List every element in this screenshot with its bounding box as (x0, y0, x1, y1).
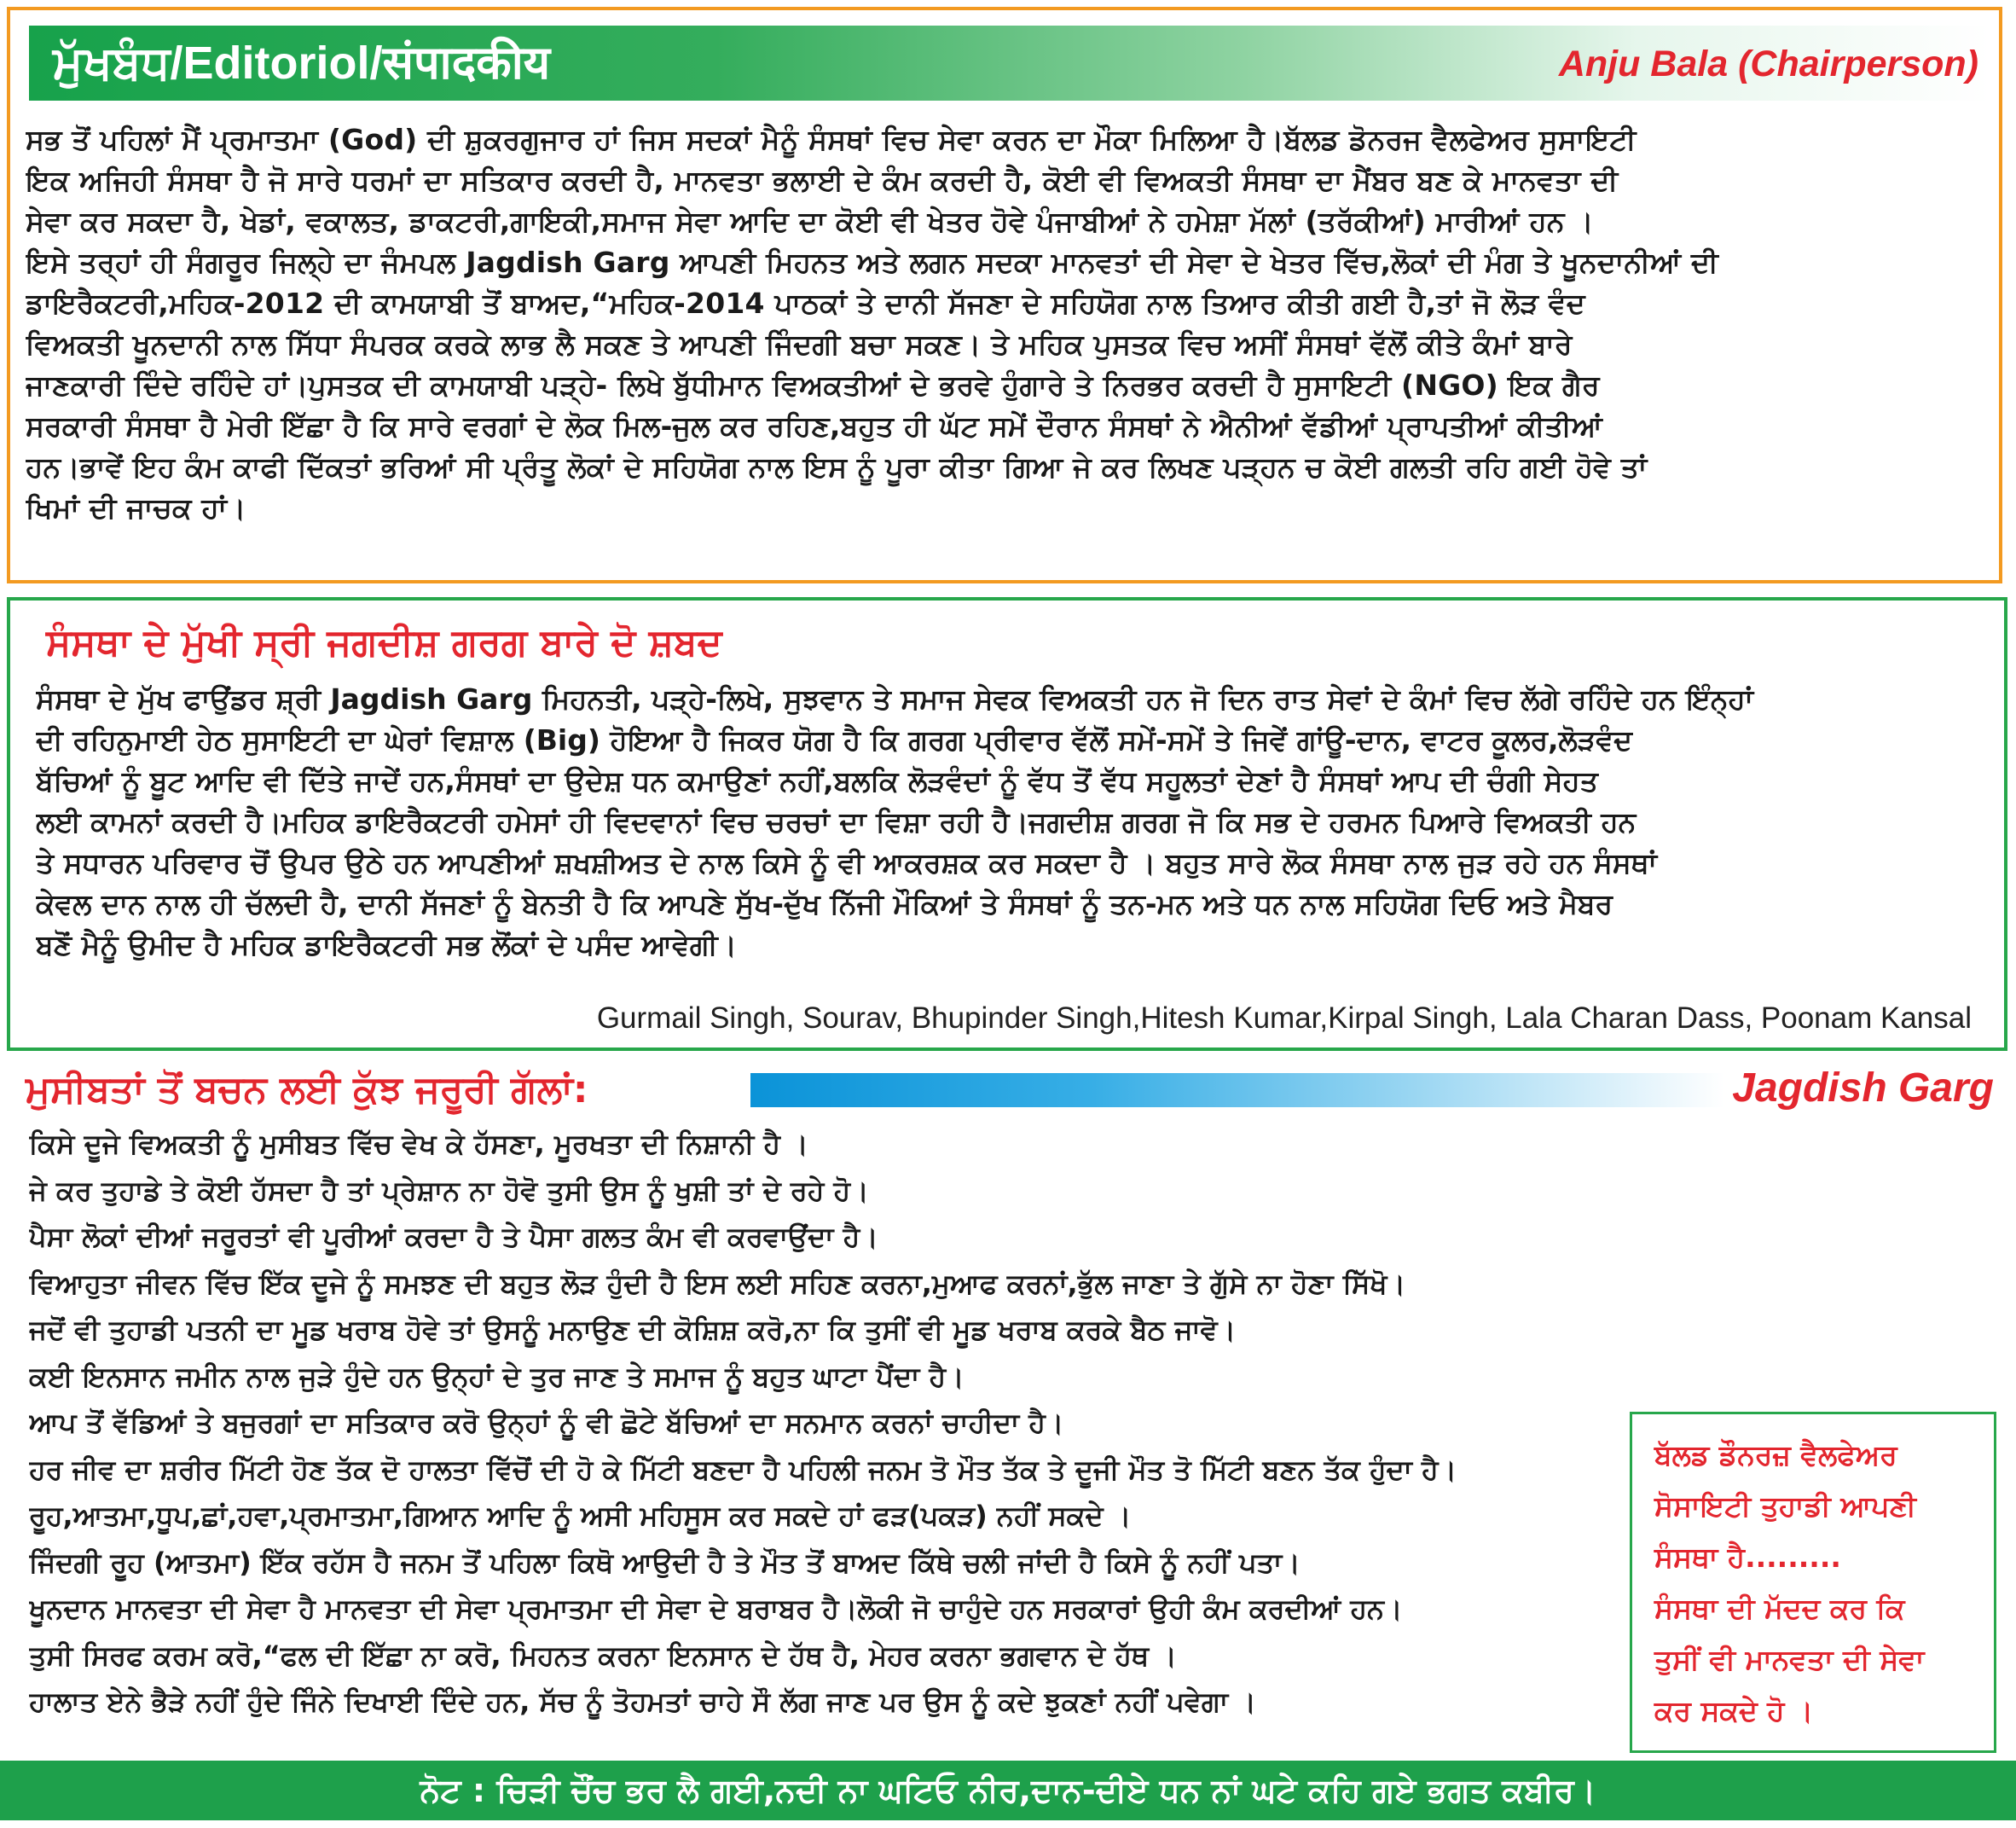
tip-item: ਜਿੰਦਗੀ ਰੂਹ (ਆਤਮਾ) ਇੱਕ ਰਹੱਸ ਹੈ ਜਨਮ ਤੋਂ ਪਹਿਲਾ ਕਿਥੋ ਆਉਦੀ ਹੈ ਤੇ ਮੌਤ ਤੋਂ ਬਾਅਦ ਕਿੱਥੇ ਚਲੀ ਜਾਂਦੀ ਹੈ ਕਿਸੇ ਨੂੰ ਨਹੀਂ ਪਤਾ। (29, 1546, 1301, 1579)
tip-item: ਹਰ ਜੀਵ ਦਾ ਸ਼ਰੀਰ ਮਿੱਟੀ ਹੋਣ ਤੱਕ ਦੋ ਹਾਲਤਾ ਵਿੱਚੋਂ ਦੀ ਹੋ ਕੇ ਮਿੱਟੀ ਬਣਦਾ ਹੈ ਪਹਿਲੀ ਜਨਮ ਤੋ ਮੌਤ ਤੱਕ ਤੇ ਦੂਜੀ ਮੌਤ ਤੋ ਮਿੱਟੀ ਬਣਨ ਤੱਕ ਹੁੰਦਾ ਹੈ। (29, 1453, 1457, 1486)
editorial-title: ਮੁੱਖਬੰਧ/Editoriol/संपादकीय (53, 38, 551, 89)
about-line: ਬੱਚਿਆਂ ਨੂੰ ਬੂਟ ਆਦਿ ਵੀ ਦਿੱਤੇ ਜਾਦੇਂ ਹਨ,ਸੰਸਥਾਂ ਦਾ ਉਦੇਸ਼ ਧਨ ਕਮਾਉਣਾਂ ਨਹੀਂ,ਬਲਕਿ ਲੋੜਵੰਦਾਂ ਨੂੰ ਵੱਧ ਤੋਂ ਵੱਧ ਸਹੂਲਤਾਂ ਦੇਣਾਂ ਹੈ ਸੰਸਥਾਂ ਆਪ ਦੀ ਚੰਗੀ ਸੇਹਤ (36, 764, 1598, 798)
society-message-line: ਸੰਸਥਾ ਦੀ ਮੱਦਦ ਕਰ ਕਿ (1654, 1592, 1905, 1625)
about-line: ਕੇਵਲ ਦਾਨ ਨਾਲ ਹੀ ਚੱਲਦੀ ਹੈ, ਦਾਨੀ ਸੱਜਣਾਂ ਨੂੰ ਬੇਨਤੀ ਹੈ ਕਿ ਆਪਣੇ ਸੁੱਖ-ਦੁੱਖ ਨਿੱਜੀ ਮੌਕਿਆਂ ਤੇ ਸੰਸਥਾਂ ਨੂੰ ਤਨ-ਮਨ ਅਤੇ ਧਨ ਨਾਲ ਸਹਿਯੋਗ ਦਿਓ ਅਤੇ ਮੈਬਰ (36, 887, 1613, 920)
about-founder-title: ਸੰਸਥਾ ਦੇ ਮੁੱਖੀ ਸ੍ਰੀ ਜਗਦੀਸ਼ ਗਰਗ ਬਾਰੇ ਦੋ ਸ਼ਬਦ (46, 621, 722, 664)
society-message-line: ਸੋਸਾਇਟੀ ਤੁਹਾਡੀ ਆਪਣੀ (1654, 1489, 1916, 1523)
tip-item: ਰੂਹ,ਆਤਮਾ,ਧੂਪ,ਛਾਂ,ਹਵਾ,ਪ੍ਰਮਾਤਮਾ,ਗਿਆਨ ਆਦਿ ਨੂੰ ਅਸੀ ਮਹਿਸੂਸ ਕਰ ਸਕਦੇ ਹਾਂ ਫੜ(ਪਕੜ) ਨਹੀਂ ਸਕਦੇ । (29, 1500, 1132, 1532)
tip-item: ਪੈਸਾ ਲੋਕਾਂ ਦੀਆਂ ਜਰੂਰਤਾਂ ਵੀ ਪੂਰੀਆਂ ਕਰਦਾ ਹੈ ਤੇ ਪੈਸਾ ਗਲਤ ਕੰਮ ਵੀ ਕਰਵਾਉਂਦਾ ਹੈ। (29, 1221, 878, 1253)
society-message-line: ਕਰ ਸਕਦੇ ਹੋ । (1654, 1694, 1814, 1727)
editorial-line: ਹਨ।ਭਾਵੇਂ ਇਹ ਕੰਮ ਕਾਫੀ ਦਿੱਕਤਾਂ ਭਰਿਆਂ ਸੀ ਪ੍ਰੰਤੂ ਲੋਕਾਂ ਦੇ ਸਹਿਯੋਗ ਨਾਲ ਇਸ ਨੂੰ ਪੂਰਾ ਕੀਤਾ ਗਿਆ ਜੇ ਕਰ ਲਿਖਣ ਪੜ੍ਹਨ ਚ ਕੋਈ ਗਲਤੀ ਰਹਿ ਗਈ ਹੋਵੇ ਤਾਂ (26, 450, 1648, 484)
society-message-line: ਸੰਸਥਾ ਹੈ......... (1654, 1541, 1841, 1574)
tip-item: ਹਾਲਾਤ ਏਨੇ ਭੈੜੇ ਨਹੀਂ ਹੁੰਦੇ ਜਿੰਨੇ ਦਿਖਾਈ ਦਿੰਦੇ ਹਨ, ਸੱਚ ਨੂੰ ਤੋਹਮਤਾਂ ਚਾਹੇ ਸੌ ਲੱਗ ਜਾਣ ਪਰ ਉਸ ਨੂੰ ਕਦੇ ਝੁਕਣਾਂ ਨਹੀਂ ਪਵੇਗਾ । (29, 1686, 1256, 1718)
tips-author: Jagdish Garg (1732, 1065, 1994, 1111)
editorial-line: ਸਰਕਾਰੀ ਸੰਸਥਾ ਹੈ ਮੇਰੀ ਇੱਛਾ ਹੈ ਕਿ ਸਾਰੇ ਵਰਗਾਂ ਦੇ ਲੋਕ ਮਿਲ-ਜੁਲ ਕਰ ਰਹਿਣ,ਬਹੁਤ ਹੀ ਘੱਟ ਸਮੇਂ ਦੌਰਾਨ ਸੰਸਥਾਂ ਨੇ ਐਨੀਆਂ ਵੱਡੀਆਂ ਪ੍ਰਾਪਤੀਆਂ ਕੀਤੀਆਂ (26, 409, 1603, 443)
tip-item: ਤੁਸੀ ਸਿਰਫ ਕਰਮ ਕਰੋ,“ਫਲ ਦੀ ਇੱਛਾ ਨਾ ਕਰੋ, ਮਿਹਨਤ ਕਰਨਾ ਇਨਸਾਨ ਦੇ ਹੱਥ ਹੈ, ਮੇਹਰ ਕਰਨਾ ਭਗਵਾਨ ਦੇ ਹੱਥ । (29, 1639, 1177, 1672)
editorial-line: ਇਕ ਅਜਿਹੀ ਸੰਸਥਾ ਹੈ ਜੋ ਸਾਰੇ ਧਰਮਾਂ ਦਾ ਸਤਿਕਾਰ ਕਰਦੀ ਹੈ, ਮਾਨਵਤਾ ਭਲਾਈ ਦੇ ਕੰਮ ਕਰਦੀ ਹੈ, ਕੋਈ ਵੀ ਵਿਅਕਤੀ ਸੰਸਥਾ ਦਾ ਮੈਂਬਰ ਬਣ ਕੇ ਮਾਨਵਤਾ ਦੀ (26, 164, 1619, 197)
about-founder-body (36, 679, 1989, 966)
about-line: ਸੰਸਥਾ ਦੇ ਮੁੱਖ ਫਾਉਂਡਰ ਸ਼੍ਰੀ Jagdish Garg ਮਿਹਨਤੀ, ਪੜ੍ਹੇ-ਲਿਖੇ, ਸੁਝਵਾਨ ਤੇ ਸਮਾਜ ਸੇਵਕ ਵਿਅਕਤੀ ਹਨ ਜੋ ਦਿਨ ਰਾਤ ਸੇਵਾਂ ਦੇ ਕੰਮਾਂ ਵਿਚ ਲੱਗੇ ਰਹਿੰਦੇ ਹਨ ਇੰਨ੍ਹਾਂ (36, 682, 1753, 716)
tip-item: ਜਦੋਂ ਵੀ ਤੁਹਾਡੀ ਪਤਨੀ ਦਾ ਮੂਡ ਖਰਾਬ ਹੋਵੇ ਤਾਂ ਉਸਨੂੰ ਮਨਾਉਣ ਦੀ ਕੋਸ਼ਿਸ਼ ਕਰੋ,ਨਾ ਕਿ ਤੁਸੀਂ ਵੀ ਮੂਡ ਖਰਾਬ ਕਰਕੇ ਬੈਠ ਜਾਵੋ। (29, 1314, 1237, 1346)
editorial-line: ਜਾਣਕਾਰੀ ਦਿੰਦੇ ਰਹਿੰਦੇ ਹਾਂ।ਪੁਸਤਕ ਦੀ ਕਾਮਯਾਬੀ ਪੜ੍ਹੇ- ਲਿਖੇ ਬੁੱਧੀਮਾਨ ਵਿਅਕਤੀਆਂ ਦੇ ਭਰਵੇ ਹੁੰਗਾਰੇ ਤੇ ਨਿਰਭਰ ਕਰਦੀ ਹੈ ਸੁਸਾਇਟੀ (NGO) ਇਕ ਗੈਰ (26, 369, 1600, 402)
editorial-header-banner (29, 26, 1990, 101)
editorial-line: ਇਸੇ ਤਰ੍ਹਾਂ ਹੀ ਸੰਗਰੂਰ ਜਿਲ੍ਹੇ ਦਾ ਜੰਮਪਲ Jagdish Garg ਆਪਣੀ ਮਿਹਨਤ ਅਤੇ ਲਗਨ ਸਦਕਾ ਮਾਨਵਤਾਂ ਦੀ ਸੇਵਾ ਦੇ ਖੇਤਰ ਵਿੱਚ,ਲੋਕਾਂ ਦੀ ਮੰਗ ਤੇ ਖੂਨਦਾਨੀਆਂ ਦੀ (26, 246, 1718, 279)
tips-list (29, 1121, 1632, 1726)
editorial-line: ਵਿਅਕਤੀ ਖੂਨਦਾਨੀ ਨਾਲ ਸਿੱਧਾ ਸੰਪਰਕ ਕਰਕੇ ਲਾਭ ਲੈ ਸਕਣ ਤੇ ਆਪਣੀ ਜਿੰਦਗੀ ਬਚਾ ਸਕਣ। ਤੇ ਮਹਿਕ ਪੁਸਤਕ ਵਿਚ ਅਸੀਂ ਸੰਸਥਾਂ ਵੱਲੋਂ ਕੀਤੇ ਕੰਮਾਂ ਬਾਰੇ (26, 328, 1573, 361)
about-signatories: Gurmail Singh, Sourav, Bhupinder Singh,Hitesh Kumar,Kirpal Singh, Lala Charan Dass, Poonam Kansal (596, 1001, 1972, 1035)
tip-item: ਕਈ ਇਨਸਾਨ ਜਮੀਨ ਨਾਲ ਜੁੜੇ ਹੁੰਦੇ ਹਨ ਉਨ੍ਹਾਂ ਦੇ ਤੁਰ ਜਾਣ ਤੇ ਸਮਾਜ ਨੂੰ ਬਹੁਤ ਘਾਟਾ ਪੈਂਦਾ ਹੈ। (29, 1360, 965, 1393)
editorial-line: ਖਿਮਾਂ ਦੀ ਜਾਚਕ ਹਾਂ। (26, 491, 246, 525)
editorial-body (26, 119, 1987, 529)
about-line: ਤੇ ਸਧਾਰਨ ਪਰਿਵਾਰ ਚੋਂ ਉਪਰ ਉਠੇ ਹਨ ਆਪਣੀਆਂ ਸ਼ਖਸ਼ੀਅਤ ਦੇ ਨਾਲ ਕਿਸੇ ਨੂੰ ਵੀ ਆਕਰਸ਼ਕ ਕਰ ਸਕਦਾ ਹੈ । ਬਹੁਤ ਸਾਰੇ ਲੋਕ ਸੰਸਥਾ ਨਾਲ ਜੁੜ ਰਹੇ ਹਨ ਸੰਸਥਾਂ (36, 846, 1657, 879)
editorial-line: ਡਾਇਰੈਕਟਰੀ,ਮਹਿਕ-2012 ਦੀ ਕਾਮਯਾਬੀ ਤੋਂ ਬਾਅਦ,“ਮਹਿਕ-2014 ਪਾਠਕਾਂ ਤੇ ਦਾਨੀ ਸੱਜਣਾ ਦੇ ਸਹਿਯੋਗ ਨਾਲ ਤਿਆਰ ਕੀਤੀ ਗਈ ਹੈ,ਤਾਂ ਜੋ ਲੋੜ ਵੰਦ (26, 287, 1585, 320)
tip-item: ਜੇ ਕਰ ਤੁਹਾਡੇ ਤੇ ਕੋਈ ਹੱਸਦਾ ਹੈ ਤਾਂ ਪ੍ਰੇਸ਼ਾਨ ਨਾ ਹੋਵੋ ਤੁਸੀ ਉਸ ਨੂੰ ਖੁਸ਼ੀ ਤਾਂ ਦੇ ਰਹੇ ਹੋ। (29, 1174, 869, 1207)
tips-gradient-bar (750, 1073, 1724, 1107)
tip-item: ਆਪ ਤੋਂ ਵੱਡਿਆਂ ਤੇ ਬਜੁਰਗਾਂ ਦਾ ਸਤਿਕਾਰ ਕਰੋ ਉਨ੍ਹਾਂ ਨੂੰ ਵੀ ਛੋਟੇ ਬੱਚਿਆਂ ਦਾ ਸਨਮਾਨ ਕਰਨਾਂ ਚਾਹੀਦਾ ਹੈ। (29, 1407, 1064, 1439)
tip-item: ਕਿਸੇ ਦੂਜੇ ਵਿਅਕਤੀ ਨੂੰ ਮੁਸੀਬਤ ਵਿੱਚ ਵੇਖ ਕੇ ਹੱਸਣਾ, ਮੂਰਖਤਾ ਦੀ ਨਿਸ਼ਾਨੀ ਹੈ । (29, 1128, 808, 1160)
editorial-line: ਸਭ ਤੋਂ ਪਹਿਲਾਂ ਮੈਂ ਪ੍ਰਮਾਤਮਾ (God) ਦੀ ਸ਼ੁਕਰਗੁਜਾਰ ਹਾਂ ਜਿਸ ਸਦਕਾਂ ਮੈਨੂੰ ਸੰਸਥਾਂ ਵਿਚ ਸੇਵਾ ਕਰਨ ਦਾ ਮੌਕਾ ਮਿਲਿਆ ਹੈ।ਬੱਲਡ ਡੋਨਰਜ ਵੈਲਫੇਅਰ ਸੁਸਾਇਟੀ (26, 123, 1637, 156)
about-founder-section (7, 597, 2007, 1051)
footer-note: ਨੋਟ : ਚਿੜੀ ਚੌਂਚ ਭਰ ਲੈ ਗਈ,ਨਦੀ ਨਾ ਘਟਿਓ ਨੀਰ,ਦਾਨ-ਦੀਏ ਧਨ ਨਾਂ ਘਟੇ ਕਹਿ ਗਏ ਭਗਤ ਕਬੀਰ। (420, 1772, 1596, 1809)
society-message-line: ਤੁਸੀਂ ਵੀ ਮਾਨਵਤਾ ਦੀ ਸੇਵਾ (1654, 1643, 1925, 1676)
editorial-section (7, 7, 2002, 583)
about-line: ਦੀ ਰਹਿਨੁਮਾਈ ਹੇਠ ਸੁਸਾਇਟੀ ਦਾ ਘੇਰਾਂ ਵਿਸ਼ਾਲ (Big) ਹੋਇਆ ਹੈ ਜਿਕਰ ਯੋਗ ਹੈ ਕਿ ਗਰਗ ਪ੍ਰੀਵਾਰ ਵੱਲੋਂ ਸਮੇਂ-ਸਮੇਂ ਤੇ ਜਿਵੇਂ ਗਾਂਊ-ਦਾਨ, ਵਾਟਰ ਕੂਲਰ,ਲੋੜਵੰਦ (36, 723, 1632, 757)
tip-item: ਵਿਆਹੁਤਾ ਜੀਵਨ ਵਿੱਚ ਇੱਕ ਦੂਜੇ ਨੂੰ ਸਮਝਣ ਦੀ ਬਹੁਤ ਲੋੜ ਹੁੰਦੀ ਹੈ ਇਸ ਲਈ ਸਹਿਣ ਕਰਨਾ,ਮੁਆਫ ਕਰਨਾਂ,ਭੁੱਲ ਜਾਣਾ ਤੇ ਗੁੱਸੇ ਨਾ ਹੋਣਾ ਸਿੱਖੋ। (29, 1267, 1406, 1300)
society-message-box (1630, 1412, 1996, 1753)
footer-banner (0, 1761, 2016, 1820)
editorial-author: Anju Bala (Chairperson) (1558, 44, 1978, 84)
about-line: ਲਈ ਕਾਮਨਾਂ ਕਰਦੀ ਹੈ।ਮਹਿਕ ਡਾਇਰੈਕਟਰੀ ਹਮੇਸਾਂ ਹੀ ਵਿਦਵਾਨਾਂ ਵਿਚ ਚਰਚਾਂ ਦਾ ਵਿਸ਼ਾ ਰਹੀ ਹੈ।ਜਗਦੀਸ਼ ਗਰਗ ਜੋ ਕਿ ਸਭ ਦੇ ਹਰਮਨ ਪਿਆਰੇ ਵਿਅਕਤੀ ਹਨ (36, 805, 1637, 839)
tip-item: ਖੂਨਦਾਨ ਮਾਨਵਤਾ ਦੀ ਸੇਵਾ ਹੈ ਮਾਨਵਤਾ ਦੀ ਸੇਵਾ ਪ੍ਰਮਾਤਮਾ ਦੀ ਸੇਵਾ ਦੇ ਬਰਾਬਰ ਹੈ।ਲੋਕੀ ਜੋ ਚਾਹੁੰਦੇ ਹਨ ਸਰਕਾਰਾਂ ਉਹੀ ਕੰਮ ਕਰਦੀਆਂ ਹਨ। (29, 1593, 1403, 1625)
society-message-line: ਬੱਲਡ ਡੌਨਰਜ਼ ਵੈਲਫੇਅਰ (1654, 1438, 1897, 1471)
tips-title: ਮੁਸੀਬਤਾਂ ਤੋਂ ਬਚਨ ਲਈ ਕੁੱਝ ਜਰੂਰੀ ਗੱਲਾਂ: (26, 1068, 588, 1111)
editorial-line: ਸੇਵਾ ਕਰ ਸਕਦਾ ਹੈ, ਖੇਡਾਂ, ਵਕਾਲਤ, ਡਾਕਟਰੀ,ਗਾਇਕੀ,ਸਮਾਜ ਸੇਵਾ ਆਦਿ ਦਾ ਕੋਈ ਵੀ ਖੇਤਰ ਹੋਵੇ ਪੰਜਾਬੀਆਂ ਨੇ ਹਮੇਸ਼ਾ ਮੱਲਾਂ (ਤਰੱਕੀਆਂ) ਮਾਰੀਆਂ ਹਨ । (26, 205, 1594, 238)
about-line: ਬਣੋਂ ਮੈਨੂੰ ਉਮੀਦ ਹੈ ਮਹਿਕ ਡਾਇਰੈਕਟਰੀ ਸਭ ਲੋਂਕਾਂ ਦੇ ਪਸੰਦ ਆਵੇਗੀ। (36, 928, 737, 961)
